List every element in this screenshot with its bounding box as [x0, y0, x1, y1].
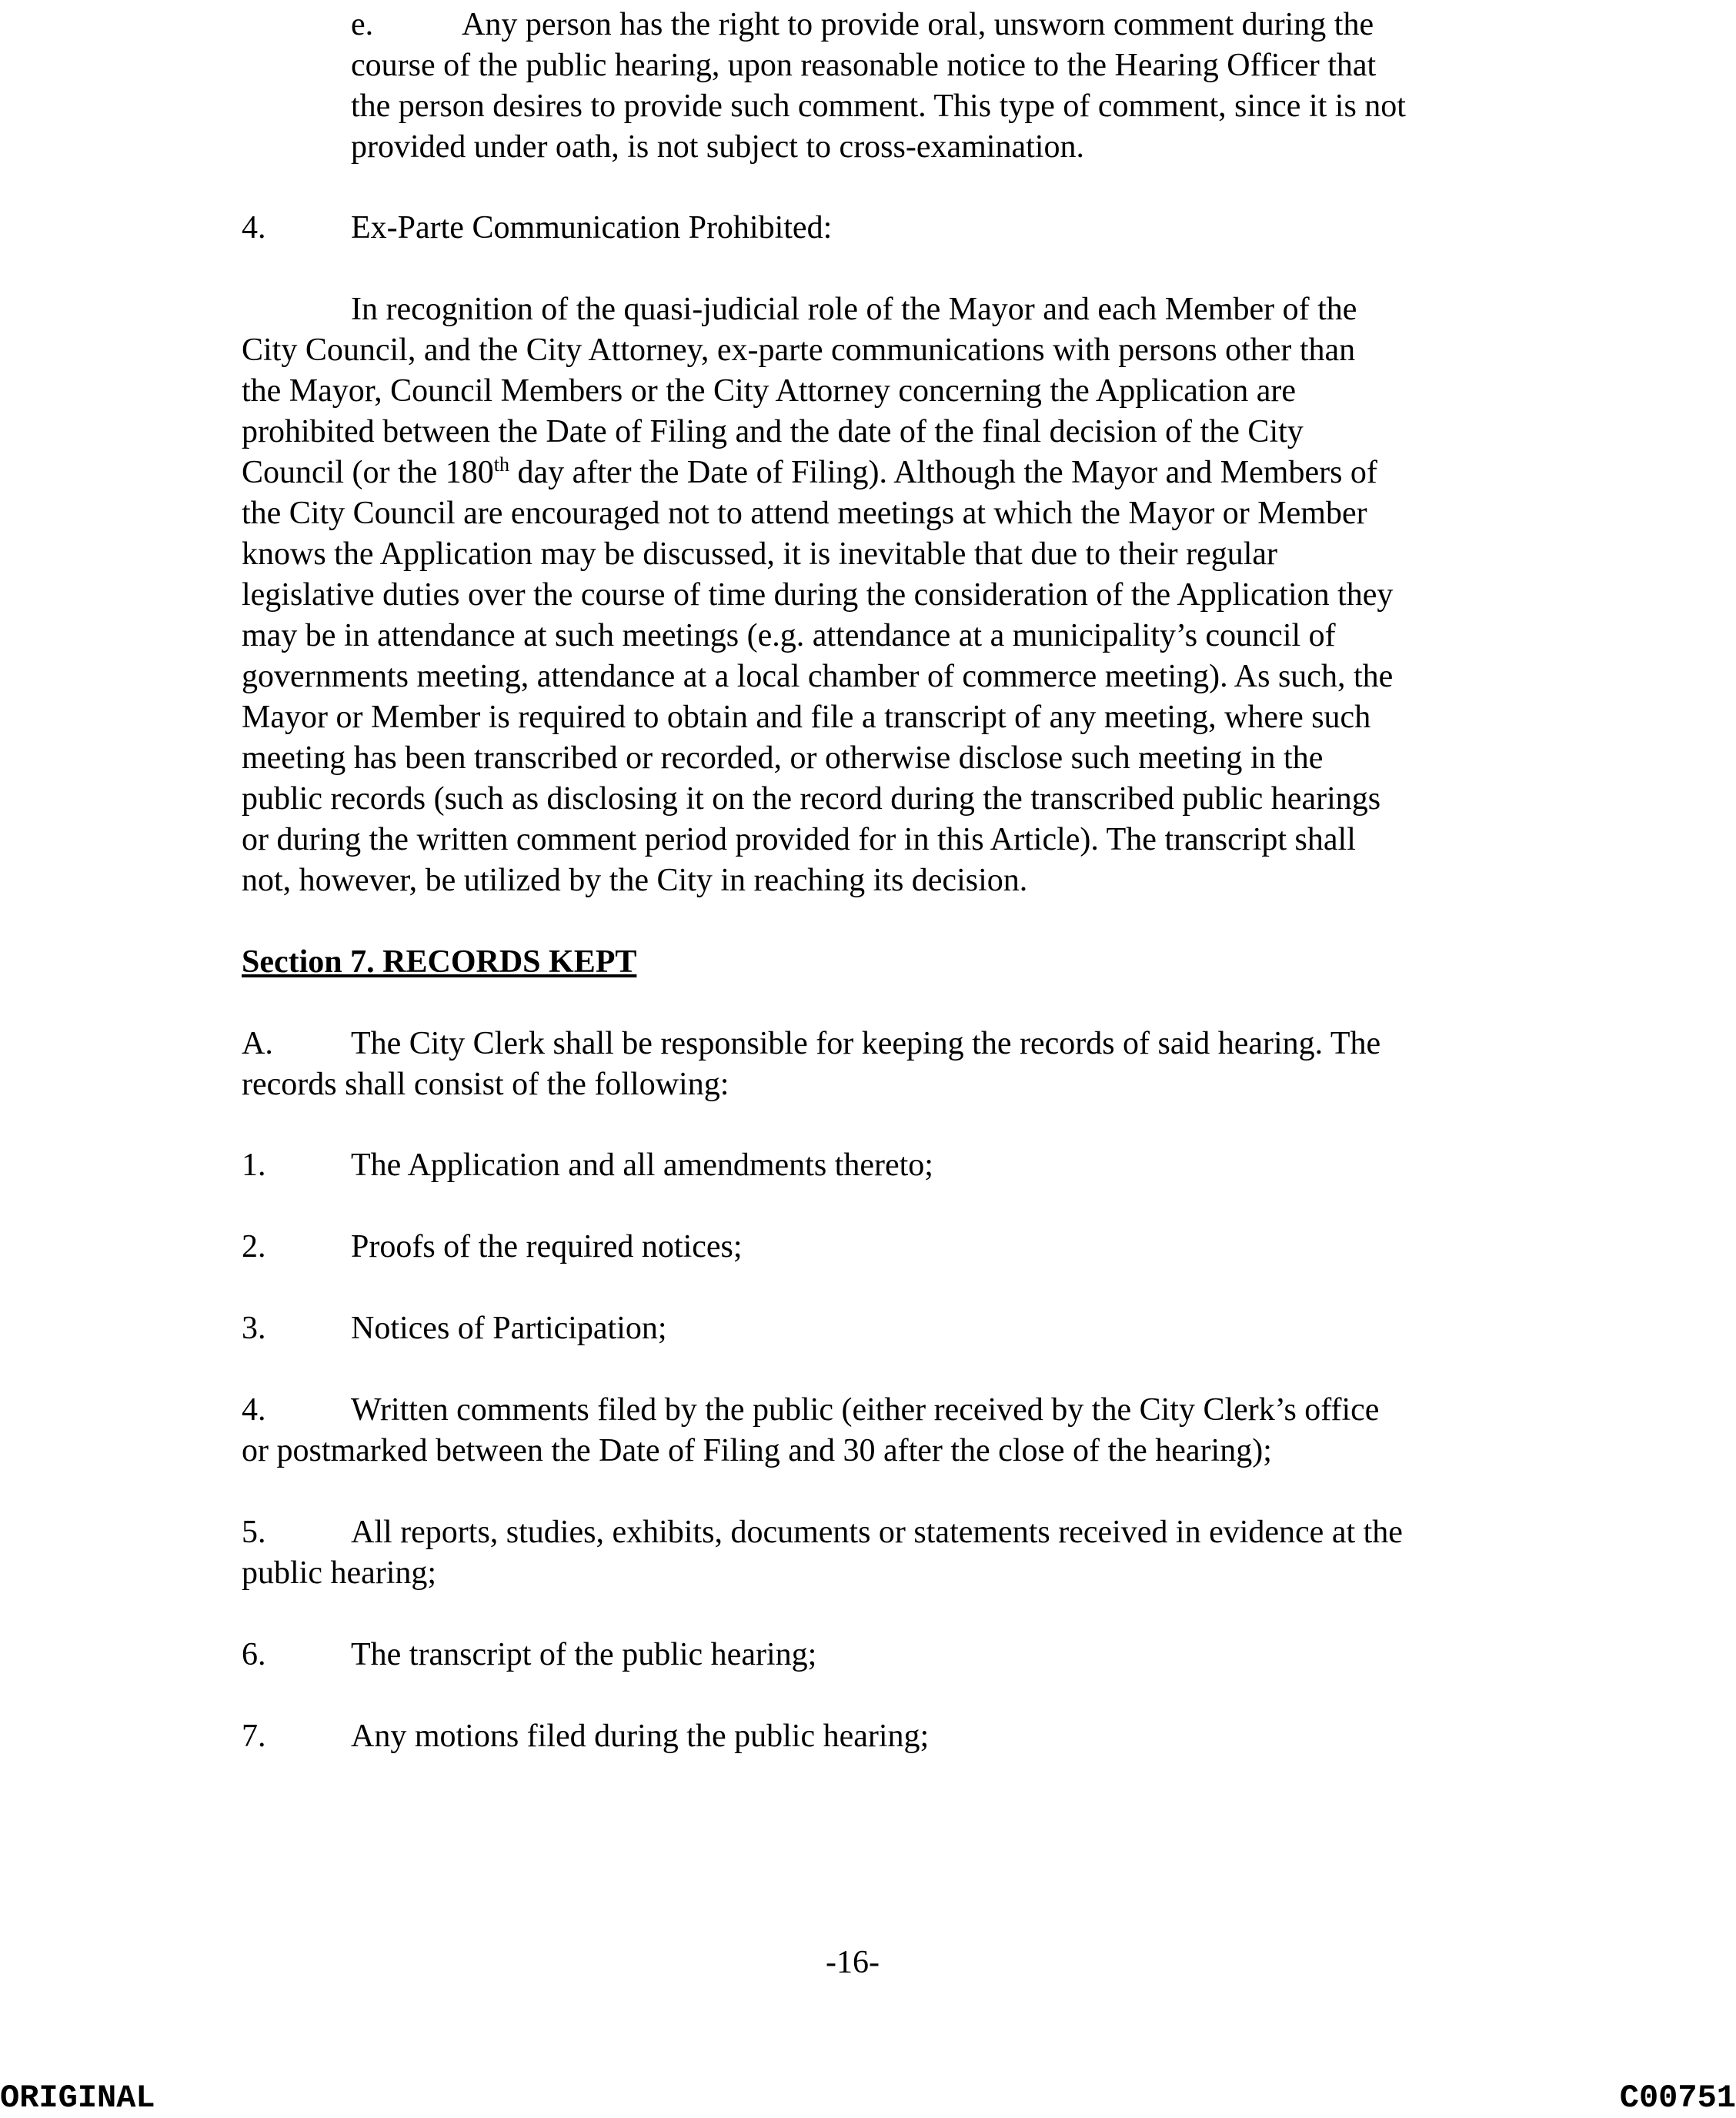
exparte-line: In recognition of the quasi-judicial role of the Mayor and each Member of the — [351, 292, 1357, 327]
exparte-line-with-superscript — [242, 453, 1377, 493]
section-a-line: The City Clerk shall be responsible for keeping the records of said hearing. The — [351, 1026, 1381, 1061]
exparte-line: the City Council are encouraged not to attend meetings at which the Mayor or Member — [242, 496, 1367, 531]
exparte-line: Mayor or Member is required to obtain and file a transcript of any meeting, where such — [242, 700, 1371, 735]
paragraph-e-line: Any person has the right to provide oral, unsworn comment during the — [462, 7, 1374, 42]
list-item-text: public hearing; — [242, 1555, 437, 1591]
exparte-line: meeting has been transcribed or recorded, or otherwise disclose such meeting in the — [242, 740, 1324, 776]
exparte-line: or during the written comment period provided for in this Article). The transcript shall — [242, 822, 1356, 857]
list-item-number: 6. — [242, 1637, 266, 1672]
list-item-text: The transcript of the public hearing; — [351, 1637, 817, 1672]
list-item-number: 7. — [242, 1719, 266, 1754]
item-4-title: Ex-Parte Communication Prohibited: — [351, 210, 833, 246]
item-4-number: 4. — [242, 210, 266, 246]
list-item-text: Written comments filed by the public (either received by the City Clerk’s office — [351, 1392, 1380, 1428]
paragraph-e-marker: e. — [351, 7, 374, 42]
exparte-line: not, however, be utilized by the City in reaching its decision. — [242, 863, 1028, 898]
list-item-number: 2. — [242, 1229, 266, 1264]
exparte-line-post: day after the Date of Filing). Although the Mayor and Members of — [509, 455, 1377, 490]
list-item-text: Any motions filed during the public hearing; — [351, 1719, 930, 1754]
section-a-marker: A. — [242, 1026, 273, 1061]
exparte-line: City Council, and the City Attorney, ex-parte communications with persons other than — [242, 332, 1356, 368]
paragraph-e-line: course of the public hearing, upon reasonable notice to the Hearing Officer that — [351, 48, 1377, 83]
exparte-line: the Mayor, Council Members or the City Attorney concerning the Application are — [242, 373, 1296, 409]
list-item-number: 3. — [242, 1311, 266, 1346]
list-item-text: The Application and all amendments thereto; — [351, 1148, 933, 1183]
list-item-text: Proofs of the required notices; — [351, 1229, 743, 1264]
exparte-line: legislative duties over the course of time during the consideration of the Application they — [242, 577, 1394, 613]
exparte-line: may be in attendance at such meetings (e.g. attendance at a municipality’s council of — [242, 618, 1336, 653]
exparte-line: public records (such as disclosing it on the record during the transcribed public hearings — [242, 781, 1381, 817]
page-number: -16- — [826, 1945, 880, 1980]
section-a-line: records shall consist of the following: — [242, 1067, 729, 1102]
exparte-line-pre: Council (or the 180 — [242, 455, 494, 490]
ordinal-superscript: th — [493, 453, 510, 476]
list-item-number: 4. — [242, 1392, 266, 1428]
paragraph-e-line: provided under oath, is not subject to cross-examination. — [351, 129, 1084, 165]
section-7-heading: Section 7. RECORDS KEPT — [242, 944, 637, 980]
exparte-line: knows the Application may be discussed, it is inevitable that due to their regular — [242, 536, 1278, 572]
list-item-number: 1. — [242, 1148, 266, 1183]
list-item-text: All reports, studies, exhibits, documents or statements received in evidence at the — [351, 1515, 1403, 1550]
list-item-text: Notices of Participation; — [351, 1311, 667, 1346]
footer-bates-number: C00751 — [1619, 2080, 1736, 2116]
exparte-line: prohibited between the Date of Filing and the date of the final decision of the City — [242, 414, 1304, 449]
exparte-line: governments meeting, attendance at a local chamber of commerce meeting). As such, the — [242, 659, 1394, 694]
list-item-number: 5. — [242, 1515, 266, 1550]
paragraph-e-line: the person desires to provide such comment. This type of comment, since it is not — [351, 89, 1406, 124]
footer-original-stamp: ORIGINAL — [0, 2080, 155, 2116]
list-item-text: or postmarked between the Date of Filing and 30 after the close of the hearing); — [242, 1433, 1272, 1468]
